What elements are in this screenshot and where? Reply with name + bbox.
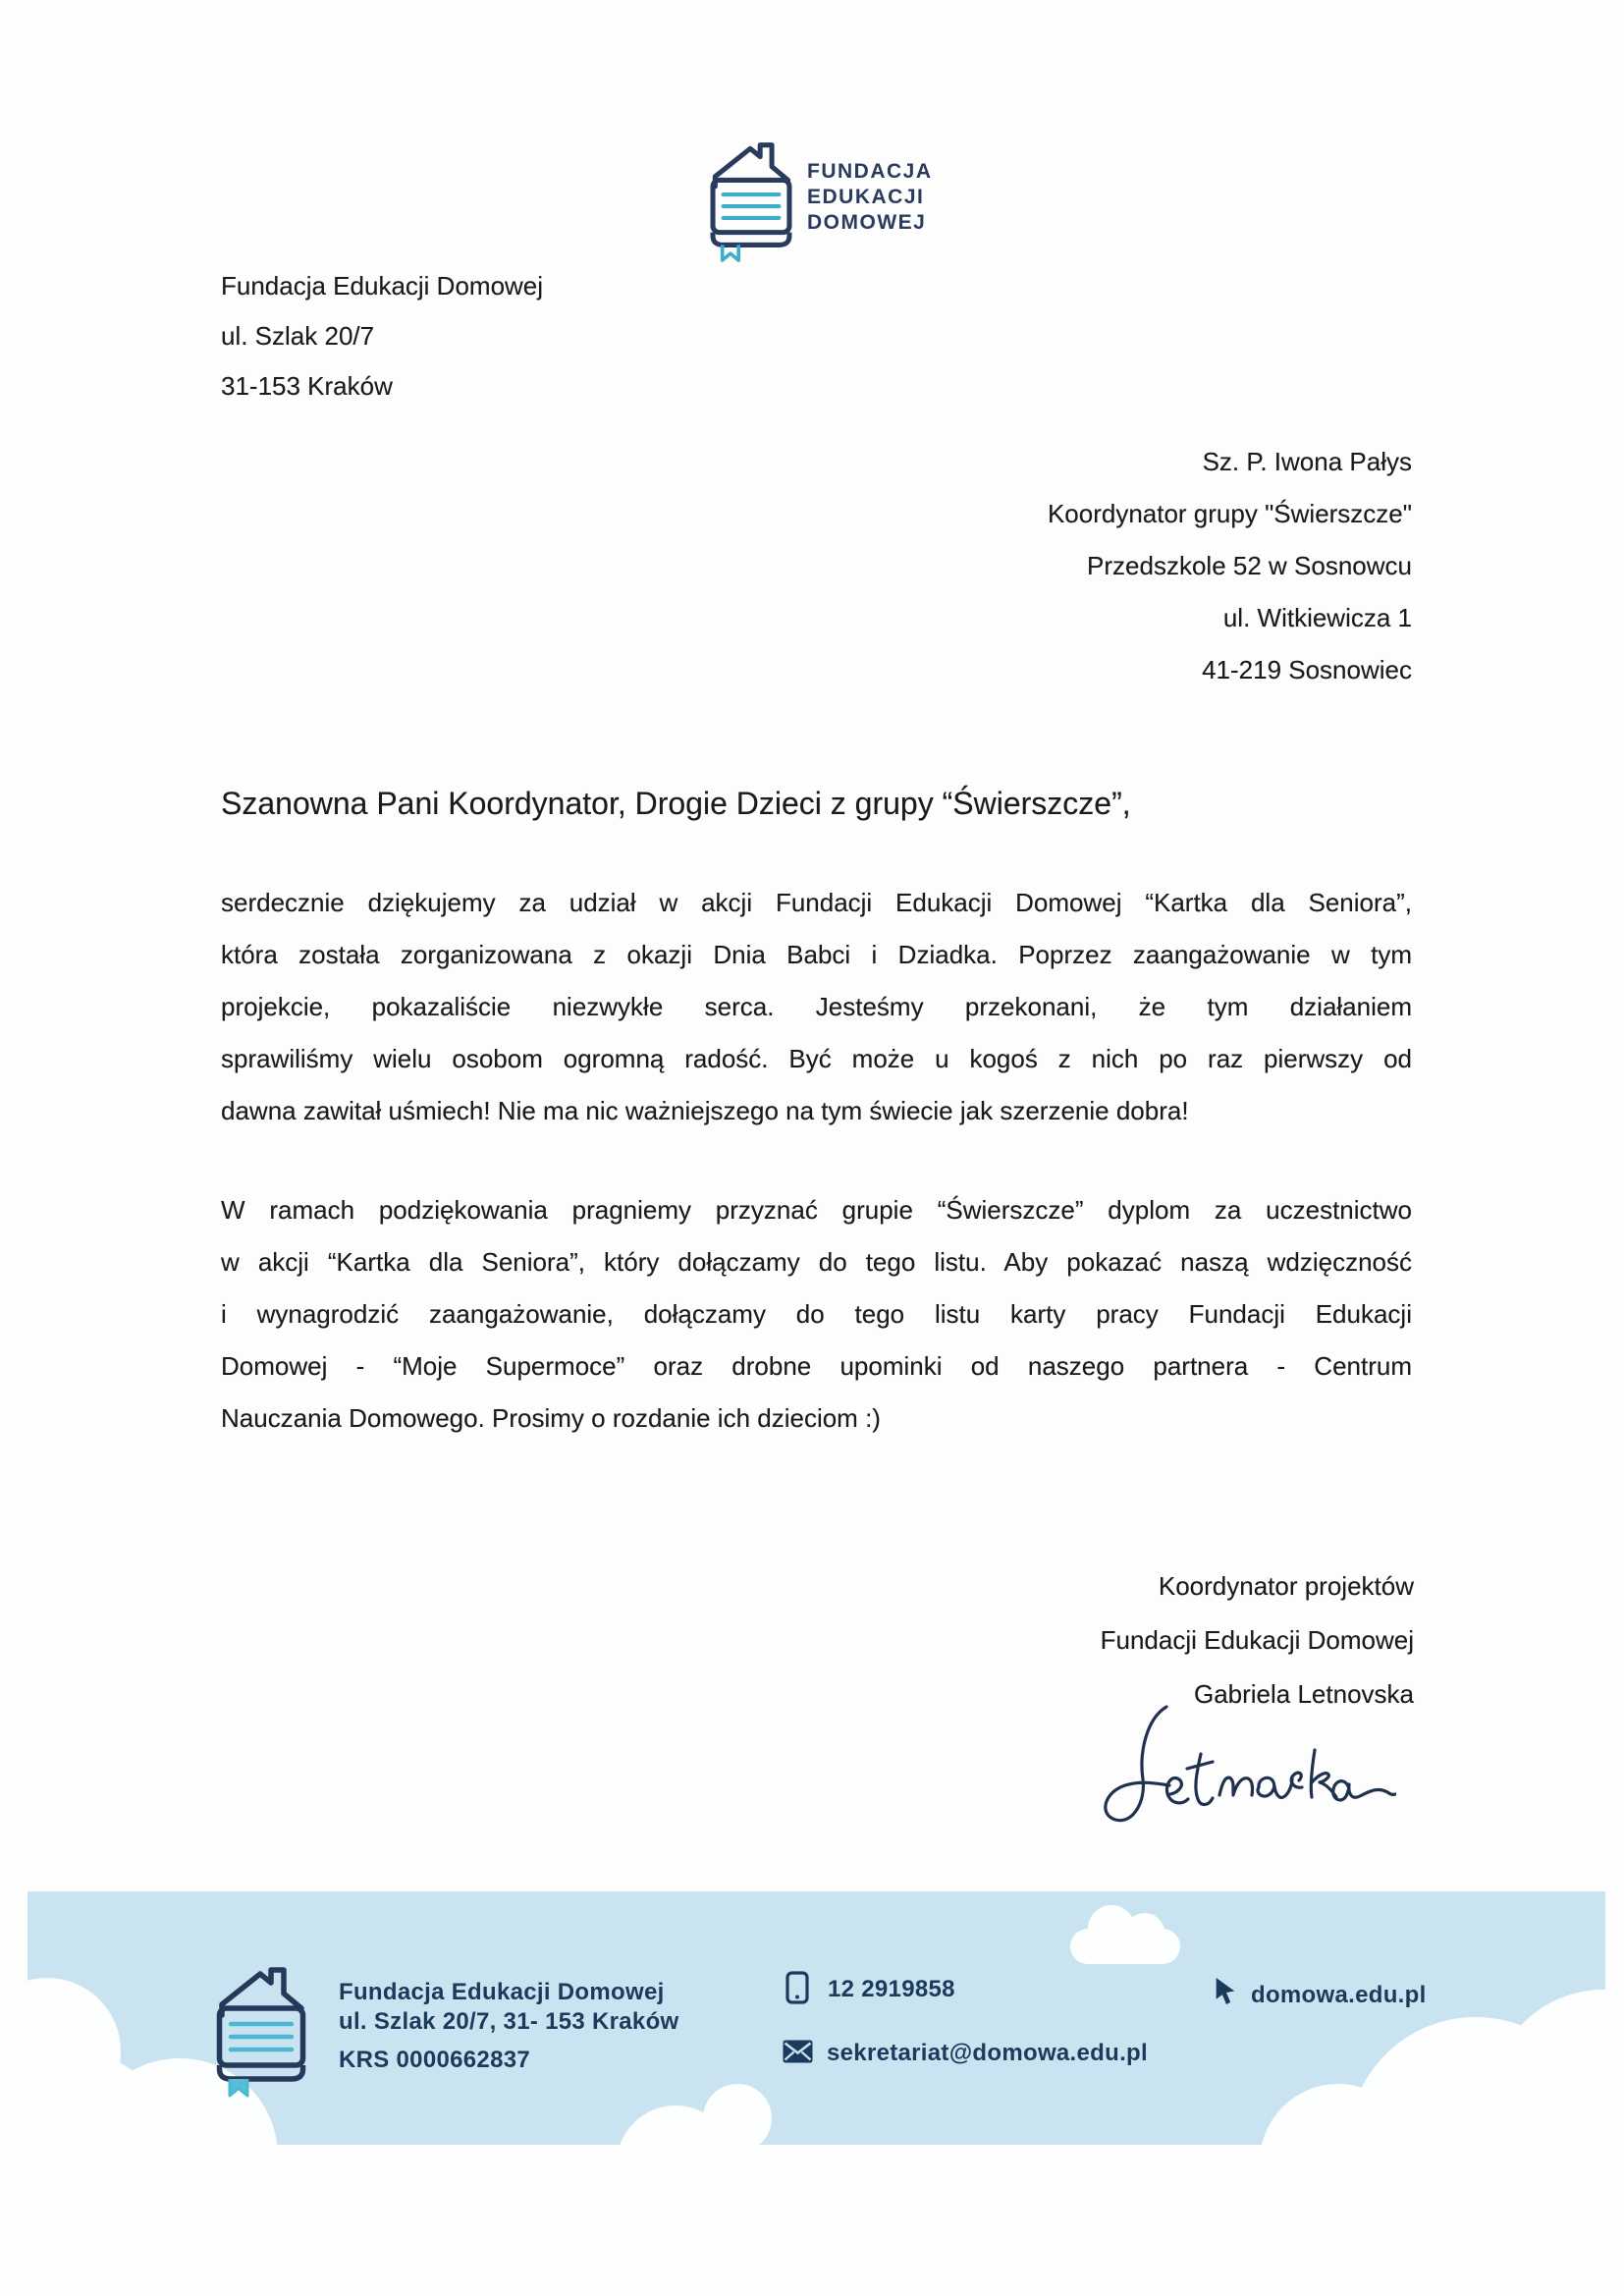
body-paragraph-1	[221, 877, 1412, 1137]
paragraph-line: dawna zawitał uśmiech! Nie ma nic ważniejszego na tym świecie jak szerzenie dobra!	[221, 1096, 1189, 1125]
signoff-org: Fundacji Edukacji Domowej	[1100, 1625, 1414, 1655]
recipient-line: 41-219 Sosnowiec	[1202, 655, 1412, 684]
wordmark-line: EDUKACJI	[807, 186, 925, 208]
footer-band	[27, 1891, 1605, 2145]
paragraph-line: w akcji “Kartka dla Seniora”, który dołączamy do tego listu. Aby pokazać naszą wdzięczność	[221, 1247, 1412, 1277]
cloud	[1125, 1913, 1164, 1952]
footer-email: sekretariat@domowa.edu.pl	[827, 2040, 1148, 2066]
letterhead-wordmark	[807, 159, 933, 236]
paragraph-line: W ramach podziękowania pragniemy przyznać grupie “Świerszcze” dyplom za uczestnictwo	[221, 1195, 1412, 1225]
recipient-line: Koordynator grupy "Świerszcze"	[1047, 499, 1412, 528]
cloud	[1490, 1990, 1605, 2145]
footer-org-address: ul. Szlak 20/7, 31- 153 Kraków	[339, 2008, 679, 2035]
phone-icon	[785, 1971, 809, 2004]
recipient-line: ul. Witkiewicza 1	[1222, 603, 1412, 632]
paragraph-line: sprawiliśmy wielu osobom ogromną radość. Być może u kogoś z nich po raz pierwszy od	[221, 1044, 1412, 1073]
salutation: Szanowna Pani Koordynator, Drogie Dzieci z grupy “Świerszcze”,	[221, 786, 1131, 821]
footer-org-name: Fundacja Edukacji Domowej	[339, 1979, 665, 2005]
paragraph-line: serdecznie dziękujemy za udział w akcji Fundacji Edukacji Domowej “Kartka dla Seniora”,	[221, 888, 1412, 917]
paragraph-line: Domowej - “Moje Supermoce” oraz drobne upominki od naszego partnera - Centrum	[221, 1351, 1412, 1381]
sender-line: 31-153 Kraków	[221, 371, 393, 401]
recipient-line: Przedszkole 52 w Sosnowcu	[1087, 551, 1412, 580]
paragraph-line: Nauczania Domowego. Prosimy o rozdanie ich dzieciom :)	[221, 1403, 881, 1433]
email-icon	[783, 2040, 813, 2063]
wordmark-line: FUNDACJA	[807, 160, 933, 183]
cursor-icon	[1215, 1978, 1236, 2006]
recipient-address	[1048, 436, 1412, 696]
signature-ink	[1072, 1693, 1396, 1840]
recipient-line: Sz. P. Iwona Pałys	[1202, 447, 1412, 476]
sender-address	[221, 261, 543, 411]
house-book-icon	[708, 139, 794, 262]
paragraph-line: która została zorganizowana z okazji Dnia Babci i Dziadka. Poprzez zaangażowanie w tym	[221, 940, 1412, 969]
body-paragraph-2	[221, 1184, 1412, 1445]
paragraph-line: i wynagrodzić zaangażowanie, dołączamy do tego listu karty pracy Fundacji Edukacji	[221, 1299, 1412, 1329]
footer-phone: 12 2919858	[828, 1976, 955, 2002]
paragraph-line: projekcie, pokazaliście niezwykłe serca. Jesteśmy przekonani, że tym działaniem	[221, 992, 1412, 1021]
cloud	[703, 2084, 772, 2145]
signature-handwriting	[1072, 1693, 1396, 1840]
footer-website: domowa.edu.pl	[1251, 1982, 1427, 2008]
sender-line: Fundacja Edukacji Domowej	[221, 271, 544, 301]
house-book-icon	[214, 1964, 308, 2098]
sender-line: ul. Szlak 20/7	[221, 321, 375, 351]
signoff-name: Gabriela Letnovska	[1193, 1679, 1414, 1709]
letterhead-logo	[708, 139, 794, 262]
footer-org-block	[339, 1978, 679, 2075]
footer-logo	[214, 1964, 308, 2098]
signoff-role: Koordynator projektów	[1158, 1571, 1414, 1601]
footer-krs: KRS 0000662837	[339, 2047, 531, 2073]
wordmark-line: DOMOWEJ	[807, 211, 927, 234]
